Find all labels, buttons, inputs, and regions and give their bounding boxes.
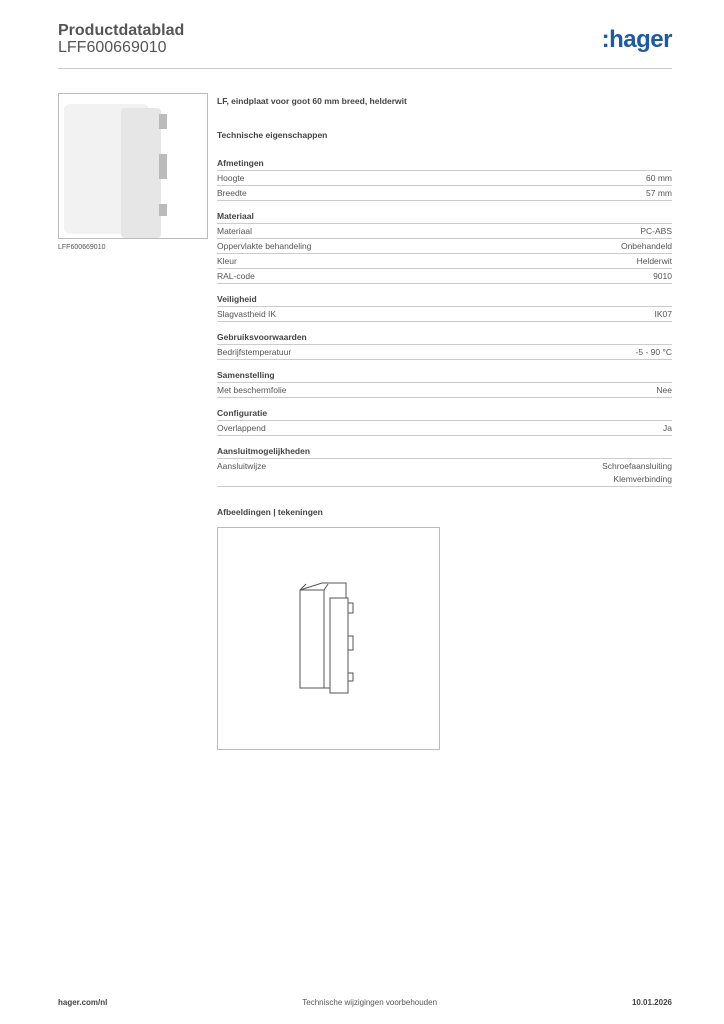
spec-column (217, 96, 672, 750)
spec-value-text: Ja (663, 423, 672, 433)
product-drawing (217, 527, 440, 750)
spec-value (640, 225, 672, 238)
spec-value-text: Schroefaansluiting (602, 461, 672, 471)
spec-value-text: Nee (656, 385, 672, 395)
group-title: Gebruiksvoorwaarden (217, 330, 672, 345)
end-plate-drawing-icon (218, 528, 441, 751)
spec-value-text: IK07 (654, 309, 672, 319)
spec-label: Slagvastheid IK (217, 309, 277, 319)
spec-value-text: Helderwit (636, 256, 672, 266)
spec-label: Aansluitwijze (217, 461, 267, 471)
spec-label: Materiaal (217, 226, 252, 236)
header-divider (58, 68, 672, 69)
spec-groups (217, 156, 672, 487)
spec-value (653, 270, 672, 283)
page-title: Productdatablad (58, 22, 185, 39)
spec-row (217, 224, 672, 239)
spec-value (663, 422, 672, 435)
product-description: LF, eindplaat voor goot 60 mm breed, helderwit (217, 96, 407, 106)
spec-value (656, 384, 672, 397)
spec-row (217, 421, 672, 436)
product-photo (58, 93, 208, 239)
spec-group (217, 330, 672, 360)
spec-value (602, 460, 672, 486)
spec-row (217, 383, 672, 398)
group-title: Materiaal (217, 209, 672, 224)
footer-website-link[interactable]: hager.com/nl (58, 998, 108, 1007)
footer-disclaimer: Technische wijzigingen voorbehouden (302, 998, 438, 1007)
group-title: Samenstelling (217, 368, 672, 383)
footer (58, 998, 672, 1007)
spec-row (217, 186, 672, 201)
group-title: Veiligheid (217, 292, 672, 307)
photo-caption: LFF600669010 (58, 244, 106, 251)
spec-row (217, 239, 672, 254)
spec-label: Met beschermfolie (217, 385, 287, 395)
spec-value-text: 9010 (653, 271, 672, 281)
footer-date: 10.01.2026 (631, 998, 672, 1007)
spec-group (217, 209, 672, 284)
group-title: Afmetingen (217, 156, 672, 171)
spec-group (217, 368, 672, 398)
spec-value (637, 255, 672, 268)
spec-value (655, 308, 673, 321)
spec-value-text: 57 mm (646, 188, 672, 198)
spec-label: Oppervlakte behandeling (217, 241, 312, 251)
spec-value (646, 172, 672, 185)
spec-value-text: PC-ABS (640, 226, 672, 236)
spec-value (621, 240, 672, 253)
spec-label: Hoogte (217, 173, 245, 183)
spec-value-text: Onbehandeld (620, 241, 672, 251)
group-title: Aansluitmogelijkheden (217, 444, 672, 459)
section-title: Technische eigenschappen (217, 130, 328, 140)
spec-value-text: -5 - 90 °C (635, 347, 672, 357)
images-title: Afbeeldingen | tekeningen (217, 507, 323, 517)
spec-value (646, 187, 672, 200)
end-plate-photo-icon (59, 94, 208, 239)
spec-row (217, 345, 672, 360)
spec-row (217, 269, 672, 284)
spec-label: RAL-code (217, 271, 255, 281)
spec-label: Overlappend (217, 423, 266, 433)
spec-group (217, 406, 672, 436)
spec-row (217, 254, 672, 269)
group-title: Configuratie (217, 406, 672, 421)
spec-label: Kleur (217, 256, 237, 266)
spec-group (217, 292, 672, 322)
spec-value (636, 346, 672, 359)
spec-label: Breedte (217, 188, 247, 198)
hager-logo: :hager (601, 26, 672, 53)
spec-group (217, 156, 672, 201)
spec-row (217, 171, 672, 186)
spec-row (217, 459, 672, 487)
spec-value-text: 60 mm (646, 173, 672, 183)
spec-row (217, 307, 672, 322)
product-code: LFF600669010 (58, 39, 167, 56)
spec-group (217, 444, 672, 487)
spec-value-text-2: Klemverbinding (613, 474, 672, 484)
spec-label: Bedrijfstemperatuur (217, 347, 292, 357)
